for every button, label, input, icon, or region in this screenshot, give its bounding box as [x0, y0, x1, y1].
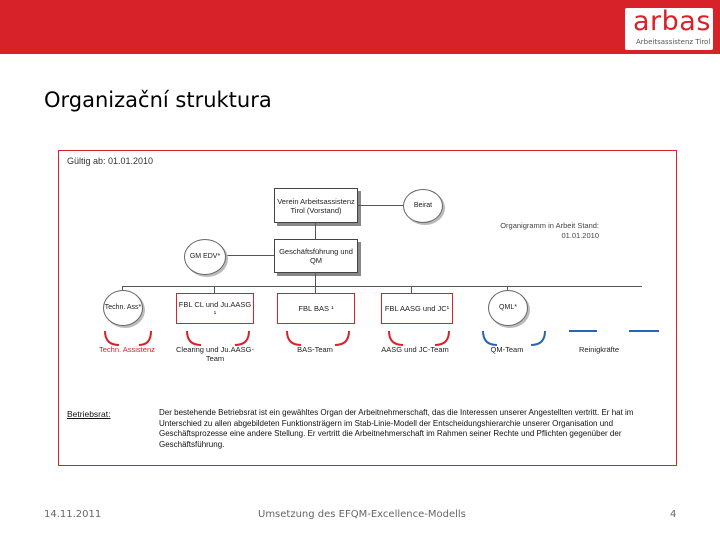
team-label: Reinigkräfte: [578, 345, 620, 354]
arbas-logo: [625, 8, 713, 50]
board-box: Verein Arbeitsassistenz Tirol (Vorstand): [274, 188, 358, 223]
status-note: Organigramm in Arbeit Stand: 01.01.2010: [500, 221, 599, 240]
connector: [224, 255, 274, 256]
connector: [315, 222, 316, 239]
arrow-arc: [187, 331, 249, 345]
arrow-arc: [483, 331, 545, 345]
footer-center: Umsetzung des EFQM-Excellence-Modells: [258, 509, 466, 520]
works-council-text: Der bestehende Betriebsrat ist ein gewähltes Organ der Arbeitnehmerschaft, das die Interessen unserer Angestellten vertritt. Er hat im Unterschied zu allen abgebildeten Funktionsträgern im Stab-Linie-Modell der Entscheidungshierarchie unserer Organisation und Geschäftsprozesse eine andere Stellung. Er vertritt die Arbeitnehmerschaft im Rahmen seiner Rechte und Pflichten gegenüber der Geschäftsführung.: [159, 408, 634, 449]
slide-title: Organizační struktura: [44, 88, 272, 112]
branch-line: [122, 286, 642, 287]
arrow-arc: [287, 331, 349, 345]
advisory-circle: Beirat: [403, 189, 443, 223]
unit-box-aasg: FBL AASG und JC¹: [381, 293, 453, 324]
arrow-arc: [389, 331, 449, 345]
team-label: BAS-Team: [297, 345, 333, 354]
footer-date: 14.11.2011: [44, 509, 102, 520]
page-number: 4: [670, 509, 677, 520]
team-label: Clearing und Ju.AASG-Team: [176, 345, 254, 363]
org-chart-image: [58, 150, 677, 466]
team-label: Techn. Assistenz: [99, 345, 155, 354]
staff-circle: GM EDV*: [184, 239, 226, 275]
unit-circle-qm: QML*: [488, 290, 528, 326]
team-label: AASG und JC-Team: [381, 345, 449, 354]
valid-from-label: Gültig ab: 01.01.2010: [67, 156, 154, 166]
logo-wordmark: arbas: [633, 6, 711, 37]
unit-box-bas: FBL BAS ¹: [277, 293, 355, 324]
works-council-label: Betriebsrat:: [67, 409, 111, 419]
connector: [315, 272, 316, 286]
arrow-arc: [105, 331, 151, 345]
header-bar: [0, 0, 720, 54]
unit-circle-tech: Techn. Ass*: [103, 290, 143, 326]
team-label: QM-Team: [490, 345, 524, 354]
management-box: Geschäftsführung und QM: [274, 239, 358, 273]
unit-box-clearing: FBL CL und Ju.AASG ¹: [176, 293, 254, 324]
logo-subtitle: Arbeitsassistenz Tirol: [636, 38, 711, 46]
connector: [357, 205, 403, 206]
